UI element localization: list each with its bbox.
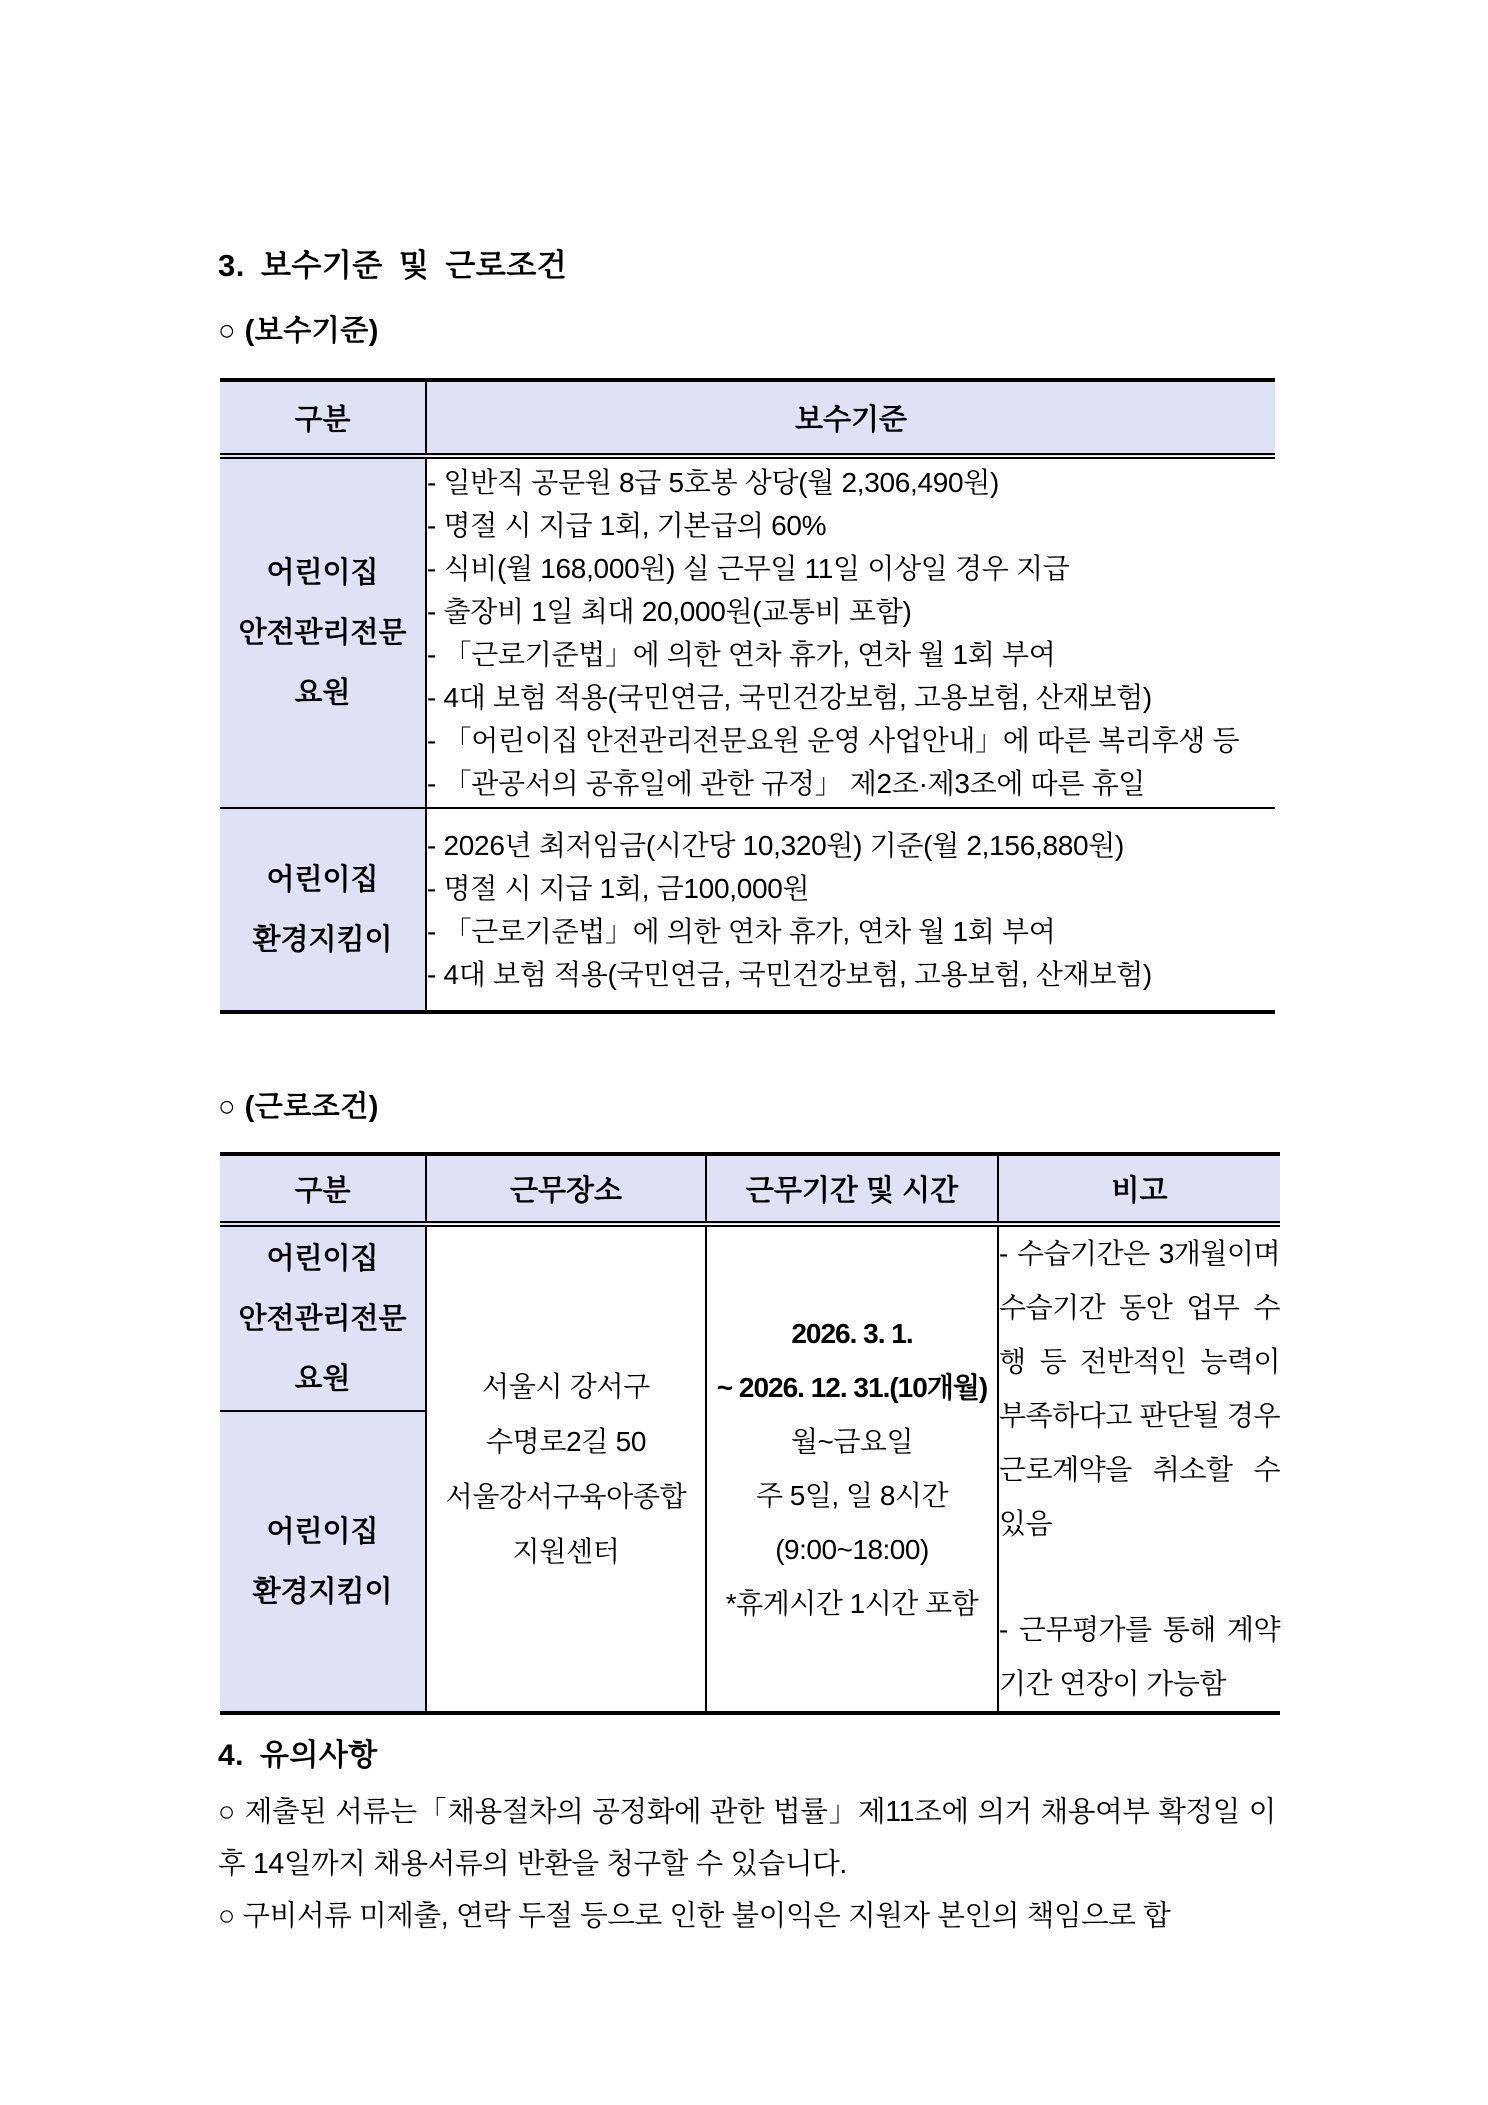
work-table-col-header-remark: 비고 — [998, 1154, 1280, 1224]
pay-table-col-header-standard: 보수기준 — [426, 380, 1275, 456]
category-line: 안전관리전문 — [238, 617, 407, 649]
pay-category-env-keeper — [220, 808, 426, 1012]
work-category-env-keeper — [220, 1411, 426, 1713]
work-location-line: 서울시 강서구 — [482, 1371, 650, 1402]
pay-standard-subheading: ○ (보수기준) — [218, 315, 379, 347]
work-table-header-row — [220, 1154, 1280, 1224]
category-line: 요원 — [294, 677, 351, 709]
section-4-heading: 4. 유의사항 — [218, 1739, 378, 1772]
pay-item-line: - 「어린이집 안전관리전문요원 운영 사업안내」에 따른 복리후생 등 — [427, 725, 1240, 756]
notice-paragraph-document-return: ○ 제출된 서류는「채용절차의 공정화에 관한 법률」제11조에 의거 채용여부 확정일 이후 14일까지 채용서류의 반환을 청구할 수 있습니다. — [218, 1796, 1276, 1880]
pay-items-env-keeper — [426, 808, 1275, 1012]
notice-paragraph-applicant-responsibility: ○ 구비서류 미제출, 연락 두절 등으로 인한 불이익은 지원자 본인의 책임으로 합 — [218, 1900, 1171, 1932]
category-line: 어린이집 — [266, 1242, 379, 1275]
pay-item-line: - 4대 보험 적용(국민연금, 국민건강보험, 고용보험, 산재보험) — [427, 958, 1152, 990]
pay-item-line: - 「근로기준법」에 의한 연차 휴가, 연차 월 1회 부여 — [427, 915, 1056, 947]
category-line: 어린이집 — [266, 1515, 379, 1548]
pay-item-line: - 식비(월 168,000원) 실 근무일 11일 이상일 경우 지급 — [427, 553, 1070, 584]
work-remark-paragraph: - 근무평가를 통해 계약기간 연장이 가능함 — [999, 1614, 1280, 1699]
work-table-col-header-location: 근무장소 — [426, 1154, 706, 1224]
work-period-line: *휴게시간 1시간 포함 — [725, 1588, 979, 1619]
pay-item-line: - 명절 시 지급 1회, 기본급의 60% — [427, 510, 827, 541]
work-period-end-date: ~ 2026. 12. 31.(10개월) — [716, 1372, 988, 1403]
category-line: 안전관리전문 — [238, 1302, 407, 1335]
pay-category-safety-agent — [220, 456, 426, 808]
work-table-col-header-period: 근무기간 및 시간 — [706, 1154, 998, 1224]
pay-item-line: - 명절 시 지급 1회, 금100,000원 — [427, 872, 810, 904]
table-row-safety-agent-work — [220, 1224, 1280, 1411]
work-remark-cell — [998, 1224, 1280, 1713]
work-remark-paragraph: - 수습기간은 3개월이며 수습기간 동안 업무 수행 등 전반적인 능력이 부족하다고 판단될 경우 근로계약을 취소할 수 있음 — [999, 1238, 1280, 1539]
category-line: 어린이집 — [266, 557, 379, 589]
work-period-line: (9:00~18:00) — [775, 1534, 929, 1565]
work-period-start-date: 2026. 3. 1. — [791, 1318, 913, 1349]
category-line: 요원 — [294, 1362, 351, 1395]
work-condition-table — [220, 1152, 1280, 1715]
category-line: 어린이집 — [266, 863, 379, 896]
pay-item-line: - 일반직 공문원 8급 5호봉 상당(월 2,306,490원) — [427, 467, 1000, 498]
work-period-line: 주 5일, 일 8시간 — [755, 1480, 948, 1511]
work-period-line: 월~금요일 — [790, 1426, 914, 1457]
pay-item-line: - 「근로기준법」에 의한 연차 휴가, 연차 월 1회 부여 — [427, 639, 1056, 670]
pay-item-line: - 「관공서의 공휴일에 관한 규정」 제2조·제3조에 따른 휴일 — [427, 768, 1146, 799]
pay-table-col-header-category: 구분 — [220, 380, 426, 456]
pay-table-header-row — [220, 380, 1275, 456]
work-location-line: 서울강서구육아종합 — [445, 1481, 687, 1512]
work-category-safety-agent — [220, 1224, 426, 1411]
work-location-line: 지원센터 — [512, 1536, 620, 1567]
section-3-heading: 3. 보수기준 및 근로조건 — [218, 248, 568, 283]
pay-standard-table — [220, 378, 1275, 1014]
work-period-cell — [706, 1224, 998, 1713]
pay-item-line: - 2026년 최저임금(시간당 10,320원) 기준(월 2,156,880원) — [427, 829, 1125, 861]
table-row-safety-agent-pay — [220, 456, 1275, 808]
pay-item-line: - 출장비 1일 최대 20,000원(교통비 포함) — [427, 596, 912, 627]
pay-items-safety-agent — [426, 456, 1275, 808]
table-row-env-keeper-pay — [220, 808, 1275, 1012]
category-line: 환경지킴이 — [252, 923, 393, 956]
work-table-col-header-category: 구분 — [220, 1154, 426, 1224]
work-location-cell — [426, 1224, 706, 1713]
work-condition-subheading: ○ (근로조건) — [218, 1091, 379, 1123]
category-line: 환경지킴이 — [252, 1575, 393, 1608]
work-location-line: 수명로2길 50 — [485, 1426, 647, 1457]
pay-item-line: - 4대 보험 적용(국민연금, 국민건강보험, 고용보험, 산재보험) — [427, 682, 1152, 713]
